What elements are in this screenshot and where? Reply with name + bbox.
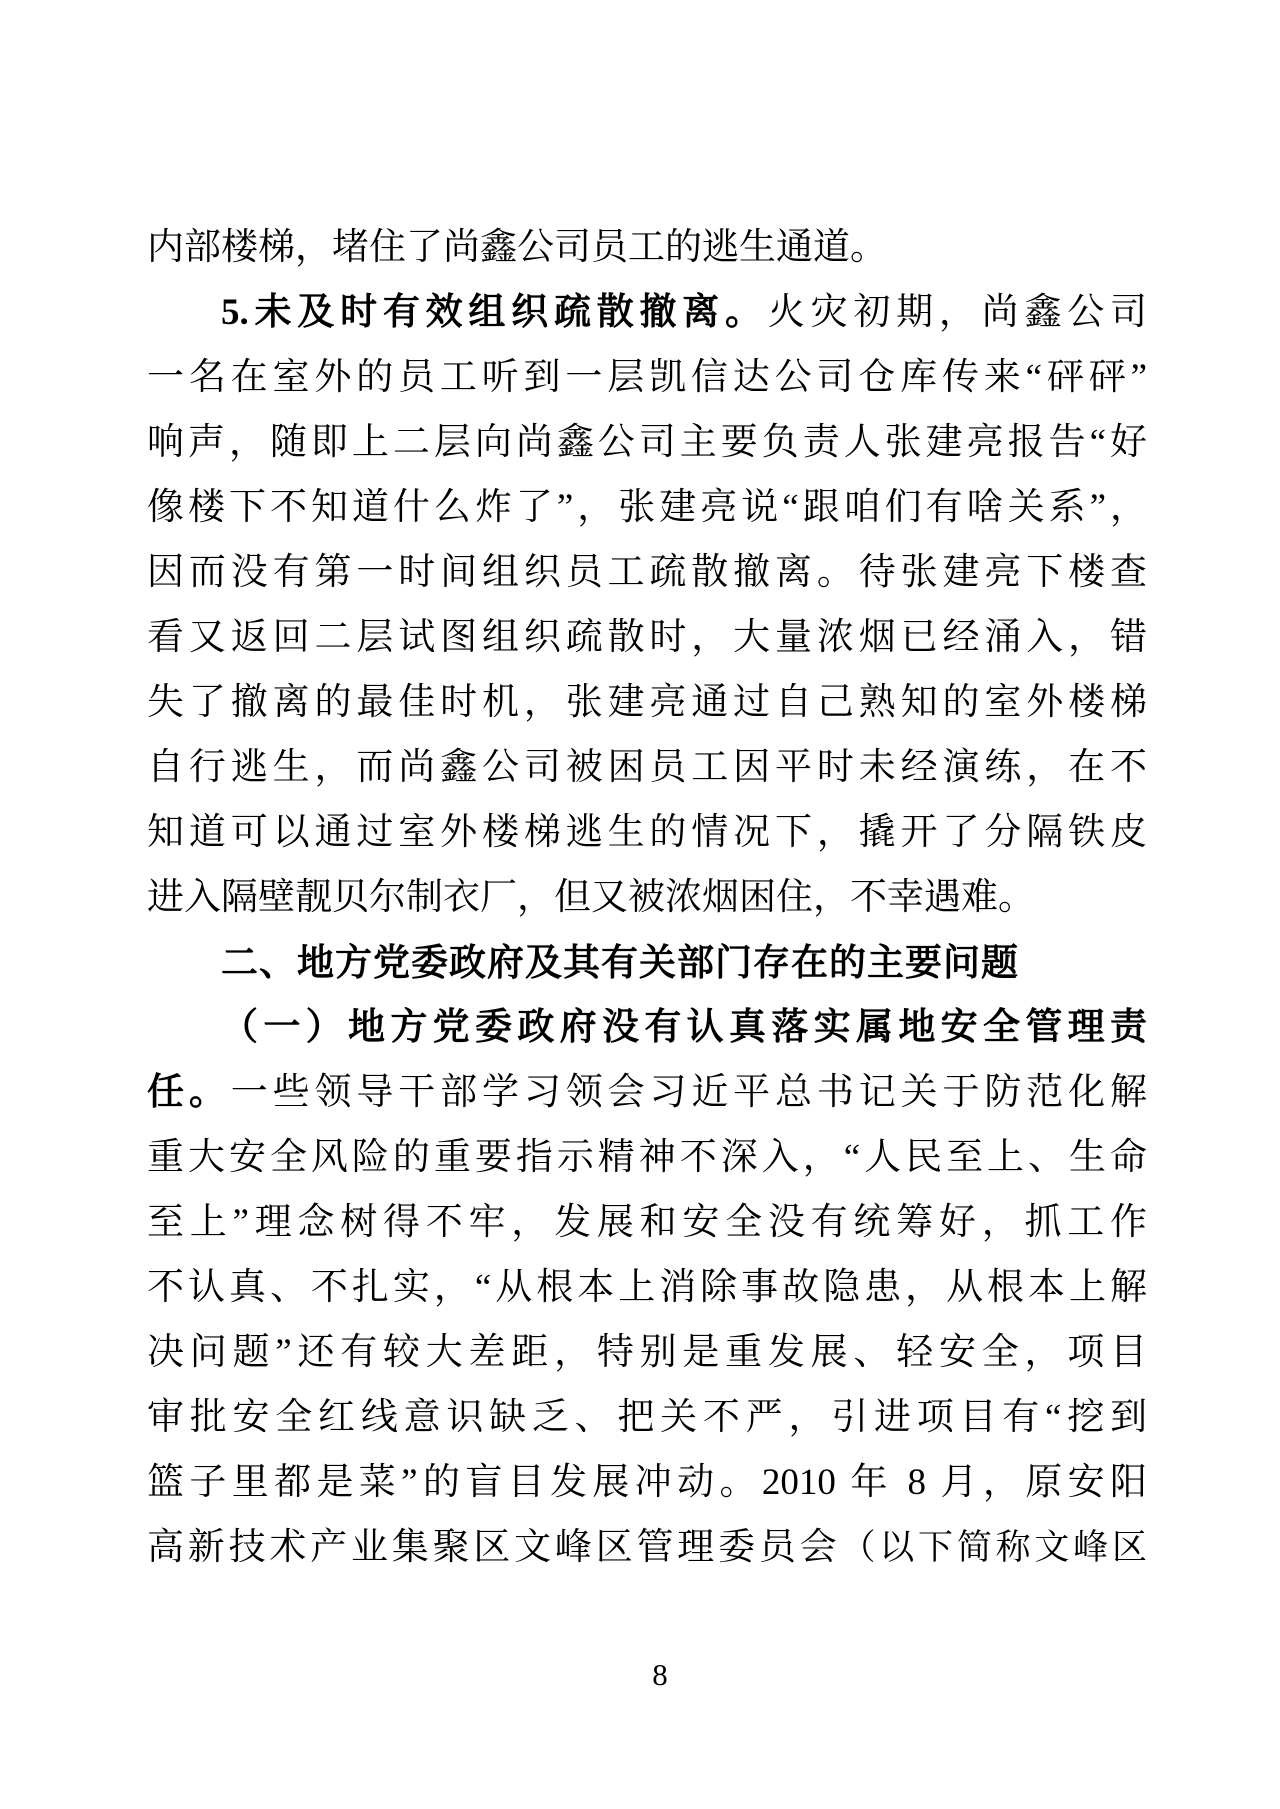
text-line: [147, 800, 1147, 865]
line-text: 决问题”还有较大差距，特别是重发展、轻安全，项目: [147, 1332, 1147, 1373]
section-heading: [147, 930, 1147, 995]
text-line: [147, 1450, 1147, 1515]
line-text: 失了撤离的最佳时机，张建亮通过自己熟知的室外楼梯: [147, 682, 1147, 723]
text-line: [147, 215, 1147, 280]
line-text: 看又返回二层试图组织疏散时，大量浓烟已经涌入，错: [147, 617, 1147, 658]
text-line: [147, 475, 1147, 540]
text-line: [147, 1255, 1147, 1320]
line-text: 不认真、不扎实，“从根本上消除事故隐患，从根本上解: [147, 1267, 1147, 1308]
text-line: [147, 1385, 1147, 1450]
line-text: 因而没有第一时间组织员工疏散撤离。待张建亮下楼查: [147, 552, 1147, 593]
text-line: [147, 1190, 1147, 1255]
line-text: 知道可以通过室外楼梯逃生的情况下，撬开了分隔铁皮: [147, 812, 1147, 853]
text-line: [147, 345, 1147, 410]
line-text: 像楼下不知道什么炸了”，张建亮说“跟咱们有啥关系”，: [147, 487, 1147, 528]
line-text: （以下简称文峰区: [840, 1528, 1147, 1567]
line-text: 自行逃生，而尚鑫公司被困员工因平时未经演练，在不: [147, 747, 1147, 788]
heading-text: 二、地方党委政府及其有关部门存在的主要问题: [221, 942, 1019, 983]
line-text: 响声，随即上二层向尚鑫公司主要负责人张建亮报告“好: [147, 422, 1147, 463]
text-line: [147, 1060, 1147, 1125]
line-text: 高新技术产业集聚区文峰区管理委员会: [147, 1527, 841, 1568]
line-text: 一名在室外的员工听到一层凯信达公司仓库传来“砰砰”: [147, 357, 1147, 398]
text-line: [147, 605, 1147, 670]
line-text: 5.未及时有效组织疏散撤离。: [221, 292, 768, 333]
page-number: 8: [652, 1657, 668, 1692]
line-text: 火灾初期，尚鑫公司: [767, 292, 1148, 333]
line-text: 篮子里都是菜”的盲目发展冲动。2010 年 8 月，原安阳: [147, 1462, 1147, 1503]
line-text: 内部楼梯，堵住了尚鑫公司员工的逃生通道。: [147, 227, 887, 268]
text-line: [147, 1515, 1147, 1580]
line-text: 一些领导干部学习领会习近平总书记关于防范化解: [230, 1072, 1148, 1113]
text-line: [147, 540, 1147, 605]
line-text: 进入隔壁靓贝尔制衣厂，但又被浓烟困住，不幸遇难。: [147, 877, 1035, 918]
line-text: 审批安全红线意识缺乏、把关不严，引进项目有“挖到: [147, 1397, 1147, 1438]
text-line: [147, 1125, 1147, 1190]
line-text: 任。: [147, 1072, 231, 1113]
text-line: [147, 995, 1147, 1060]
text-line: [147, 865, 1147, 930]
text-block: [147, 215, 1147, 1580]
line-text: （一）地方党委政府没有认真落实属地安全管理责: [221, 1007, 1147, 1048]
text-line: [147, 670, 1147, 735]
line-text: 重大安全风险的重要指示精神不深入，“人民至上、生命: [147, 1137, 1147, 1178]
text-line: [147, 280, 1147, 345]
line-text: 至上”理念树得不牢，发展和安全没有统筹好，抓工作: [147, 1202, 1147, 1243]
text-line: [147, 410, 1147, 475]
text-line: [147, 1320, 1147, 1385]
text-line: [147, 735, 1147, 800]
